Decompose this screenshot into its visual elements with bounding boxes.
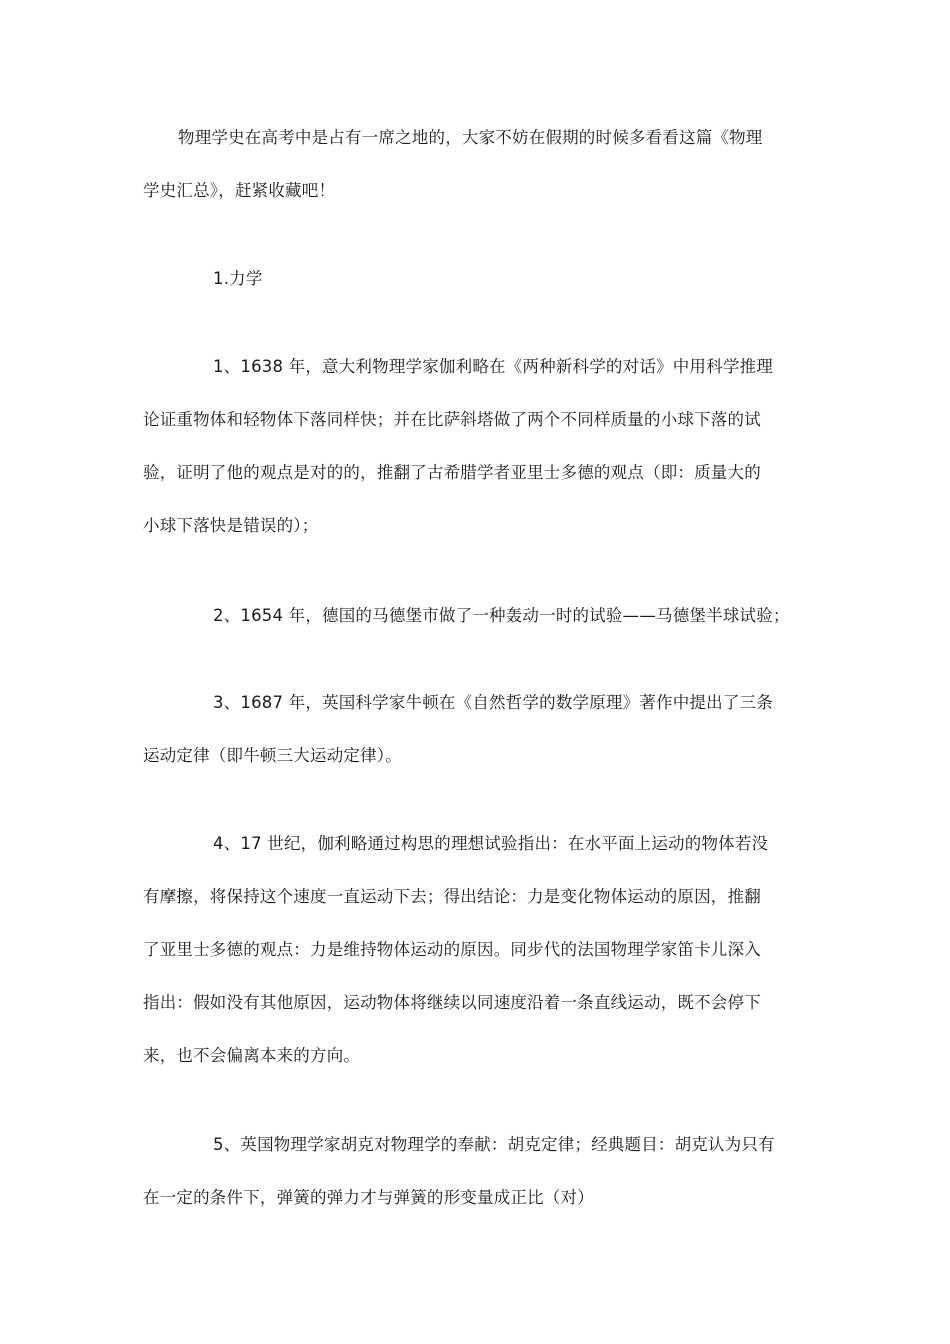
item-3-line-1: 3、1687 年，英国科学家牛顿在《自然哲学的数学原理》著作中提出了三条 bbox=[213, 693, 773, 712]
item-1-line-1: 1、1638 年，意大利物理学家伽利略在《两种新科学的对话》中用科学推理 bbox=[213, 357, 773, 376]
item-5-paragraph bbox=[143, 1118, 808, 1224]
item-4-line-4: 指出：假如没有其他原因，运动物体将继续以同速度沿着一条直线运动，既不会停下 bbox=[143, 993, 761, 1012]
item-4-line-2: 有摩擦，将保持这个速度一直运动下去；得出结论：力是变化物体运动的原因，推翻 bbox=[143, 887, 761, 906]
item-1-line-3: 验，证明了他的观点是对的的，推翻了古希腊学者亚里士多德的观点（即：质量大的 bbox=[143, 463, 761, 482]
item-4-line-5: 来，也不会偏离本来的方向。 bbox=[143, 1046, 361, 1065]
item-1-line-2: 论证重物体和轻物体下落同样快；并在比萨斜塔做了两个不同样质量的小球下落的试 bbox=[143, 410, 761, 429]
section-heading bbox=[143, 252, 808, 305]
item-2-paragraph bbox=[143, 589, 808, 642]
intro-paragraph bbox=[143, 111, 808, 217]
item-3-line-2: 运动定律（即牛顿三大运动定律）。 bbox=[143, 746, 402, 765]
item-2-line-1: 2、1654 年，德国的马德堡市做了一种轰动一时的试验——马德堡半球试验； bbox=[213, 606, 790, 625]
item-4-line-3: 了亚里士多德的观点：力是维持物体运动的原因。同步代的法国物理学家笛卡儿深入 bbox=[143, 940, 761, 959]
item-3-paragraph bbox=[143, 676, 808, 782]
item-1-paragraph bbox=[143, 340, 808, 552]
item-4-paragraph bbox=[143, 817, 808, 1082]
item-5-line-1: 5、英国物理学家胡克对物理学的奉献：胡克定律；经典题目：胡克认为只有 bbox=[213, 1135, 775, 1154]
item-1-line-4: 小球下落快是错误的）； bbox=[143, 516, 319, 535]
section-heading-text: 1.力学 bbox=[213, 269, 263, 288]
intro-line-1: 物理学史在高考中是占有一席之地的，大家不妨在假期的时候多看看这篇《物理 bbox=[178, 128, 763, 147]
intro-line-2: 学史汇总》，赶紧收藏吧！ bbox=[143, 181, 336, 200]
item-5-line-2: 在一定的条件下，弹簧的弹力才与弹簧的形变量成正比（对） bbox=[143, 1188, 594, 1207]
item-4-line-1: 4、17 世纪，伽利略通过构思的理想试验指出：在水平面上运动的物体若没 bbox=[213, 834, 769, 853]
